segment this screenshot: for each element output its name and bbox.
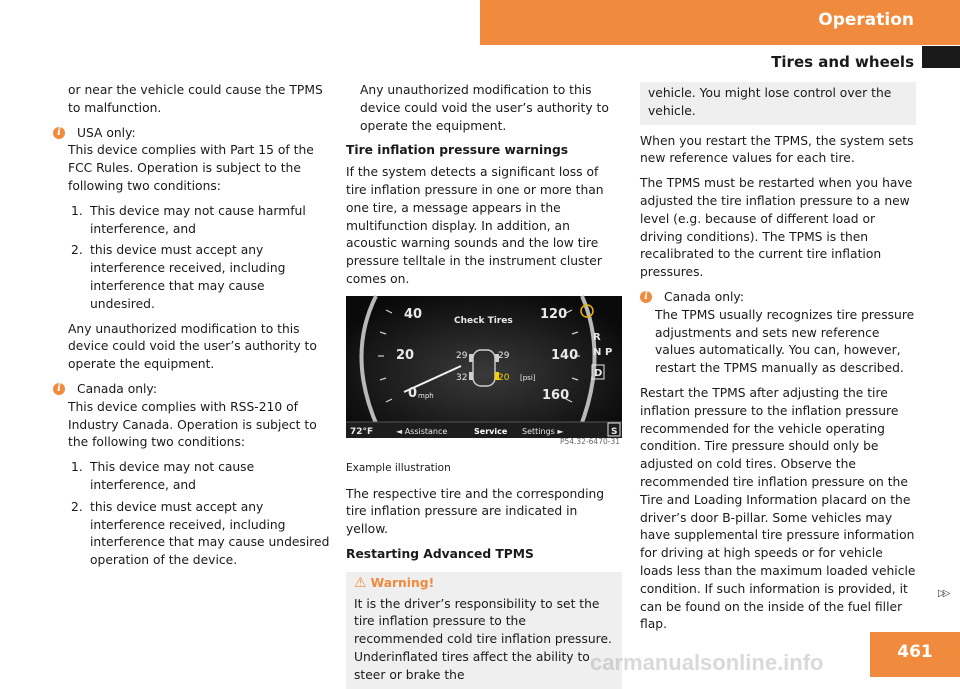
header-tab-marker [922, 46, 960, 68]
s-badge: S [611, 426, 618, 437]
warning-box-continued: vehicle. You might lose control over the vehicle. [640, 82, 916, 125]
speed-label: 40 [404, 306, 423, 322]
paragraph: The TPMS must be restarted when you have adjusted the tire inflation pressure to a new level (e.g. because of different load or driving conditions). The TPMS is then recalibrated to the current tire inflation pressures. [640, 176, 913, 280]
paragraph: Any unauthorized modification to this device could void the user’s authority to operate the equipment. [68, 321, 317, 372]
info-canada-restart [644, 289, 916, 378]
info-text: The TPMS usually recognizes tire pressure adjustments and sets new reference values automatically. You can, however, restart the TPMS manually as described. [655, 307, 915, 376]
check-tires-message: Check Tires [454, 315, 513, 326]
list-item: 2. this device must accept any interference received, including interference that may cause undesired. [71, 243, 286, 311]
watermark: carmanualsonline.info [590, 650, 824, 675]
info-icon: i [53, 383, 65, 395]
column-1 [57, 82, 332, 577]
cluster-graphic [346, 296, 622, 438]
paragraph: or near the vehicle could cause the TPMS to malfunction. [68, 83, 323, 115]
column-2 [346, 82, 622, 689]
warning-box [346, 572, 622, 689]
speed-label: 0 [408, 385, 418, 401]
tire-pressure-fl: 29 [456, 350, 468, 361]
subsection-title: Tires and wheels [771, 53, 914, 71]
warning-triangle-icon: ⚠ [354, 574, 367, 591]
heading-restart-tpms: Restarting Advanced TPMS [346, 546, 534, 561]
menu-service: Service [474, 426, 508, 436]
menu-assistance: ◄ Assistance [396, 426, 448, 436]
speed-label: 20 [396, 347, 415, 363]
gear-n: N [593, 346, 602, 358]
speed-label: 140 [551, 347, 579, 363]
mph-label: mph [418, 391, 434, 400]
warning-text: It is the driver’s responsibility to set the tire inflation pressure to the recommended cold tire inflation pressure. Underinflated tires affect the ability to steer or brake the [354, 596, 612, 682]
tire-pressure-rr: 20 [498, 372, 510, 383]
info-text: This device complies with RSS-210 of Industry Canada. Operation is subject to the following two conditions: [68, 399, 317, 450]
paragraph: Restart the TPMS after adjusting the tire inflation pressure to the inflation pressure recommended for the vehicle operating condition. Tire pressure should only be adjusted on cold tires. Observe the recommended tire inflation pressure on the Tire and Loading Information placard on the driver’s door B-pillar. Some vehicles may have supplemental tire pressure information for driving at high speeds or for vehicle loads less than the maximum loaded vehicle condition. If such information is provided, it can be found on the inside of the fuel filler flap. [640, 385, 916, 632]
gear-d: D [594, 367, 603, 379]
list-item: 1. This device may not cause interference, and [71, 460, 255, 492]
heading-tire-warnings: Tire inflation pressure warnings [346, 143, 569, 158]
info-icon: i [53, 127, 65, 139]
warning-title: Warning! [370, 575, 435, 590]
figure-caption: Example illustration [346, 461, 451, 474]
next-page-arrow-icon: ▷▷ [938, 588, 948, 599]
column-3 [640, 82, 916, 641]
numbered-list-canada [68, 459, 332, 570]
psi-label: [psi] [520, 373, 536, 382]
tire-pressure-rl: 32 [456, 372, 468, 383]
list-item: 2. this device must accept any interference received, including interference that may cause undesired operation of the device. [71, 499, 330, 568]
gear-r: R [593, 331, 601, 343]
info-usa [57, 125, 332, 196]
list-item: 1. This device may not cause harmful interference, and [71, 203, 306, 236]
info-icon: i [640, 291, 652, 303]
speed-label: 120 [540, 306, 568, 322]
instrument-cluster-illustration [346, 296, 622, 446]
tire-pressure-fr: 29 [498, 350, 510, 361]
menu-settings: Settings ► [522, 426, 564, 436]
paragraph: If the system detects a significant loss of tire inflation pressure in one or more than one tire, a message appears in the multifunction display. In addition, an acoustic warning sounds and the low tire pressure telltale in the instrument cluster comes on. [346, 165, 604, 286]
page-number: 461 [897, 642, 933, 662]
outside-temp: 72°F [350, 426, 374, 437]
info-canada [57, 381, 332, 452]
section-title: Operation [818, 10, 914, 30]
speed-label: 160 [542, 387, 570, 403]
paragraph: When you restart the TPMS, the system sets new reference values for each tire. [640, 133, 914, 166]
gear-p: P [605, 346, 613, 358]
illustration-code: P54.32-6470-31 [559, 436, 620, 446]
info-title: Canada only: [77, 381, 157, 396]
info-title: Canada only: [664, 289, 744, 304]
paragraph: Any unauthorized modification to this device could void the user’s authority to operate the equipment. [360, 83, 609, 133]
info-text: This device complies with Part 15 of the FCC Rules. Operation is subject to the following two conditions: [68, 143, 314, 193]
numbered-list-usa [68, 203, 332, 314]
info-title: USA only: [77, 125, 136, 140]
paragraph: The respective tire and the corresponding tire inflation pressure are indicated in yellow. [346, 486, 605, 537]
